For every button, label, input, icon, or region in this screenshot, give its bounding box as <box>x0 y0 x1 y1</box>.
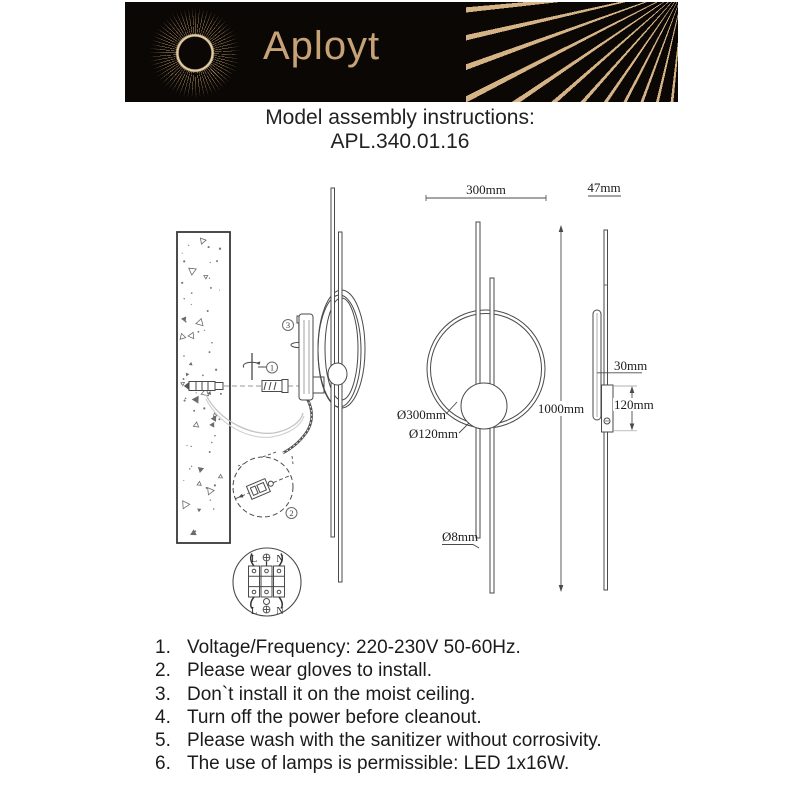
item-number: 6. <box>155 753 171 775</box>
dim-bracket-height: 120mm <box>614 397 654 412</box>
item-number: 4. <box>155 706 171 728</box>
item-text: Please wash with the sanitizer without corrosivity. <box>187 730 602 752</box>
rod-dia-leader <box>442 545 479 549</box>
brand-logotype: Aployt <box>263 24 381 68</box>
rod-short <box>490 278 494 593</box>
list-item <box>155 752 715 775</box>
item-text: The use of lamps is permissible: LED 1x16W. <box>187 753 570 775</box>
wire-label-top-L: L <box>250 554 258 565</box>
front-view <box>397 182 584 593</box>
instructions-list <box>155 636 715 776</box>
item-text: Turn off the power before cleanout. <box>187 706 482 728</box>
callout-2-label: 2 <box>289 508 294 518</box>
earth-ground-icon <box>263 554 270 561</box>
sphere-dia-leader <box>459 423 469 433</box>
callout-2 <box>286 508 297 519</box>
item-text: Voltage/Frequency: 220-230V 50-60Hz. <box>187 637 521 658</box>
callout-3-label: 3 <box>285 320 291 330</box>
earth-ground-icon <box>263 606 270 613</box>
connector-detail <box>233 457 293 517</box>
dim-rod-diameter: Ø8mm <box>442 529 479 544</box>
wiring-detail <box>233 548 301 617</box>
lamp-sphere-side <box>328 363 347 385</box>
technical-drawing <box>150 168 700 634</box>
lamp-sphere <box>461 383 507 429</box>
item-text: Don`t install it on the moist ceiling. <box>187 683 476 705</box>
wall-bracket <box>602 385 614 432</box>
dim-bracket-offset: 30mm <box>614 358 648 373</box>
callout-3 <box>283 320 294 331</box>
item-number: 2. <box>155 660 171 682</box>
list-item <box>155 636 715 659</box>
item-number: 5. <box>155 730 171 752</box>
terminal-block <box>249 566 285 597</box>
installation-diagram <box>177 188 365 617</box>
ray-fan-icon <box>466 2 678 102</box>
model-number: APL.340.01.16 <box>330 130 470 153</box>
item-number: 3. <box>155 683 171 705</box>
list-item <box>155 659 715 682</box>
dim-height: 1000mm <box>537 401 585 416</box>
side-view <box>587 180 653 590</box>
brand-banner <box>125 2 678 102</box>
wire-label-top-N: N <box>276 554 284 565</box>
list-item <box>155 706 715 729</box>
starburst-sun-icon <box>147 5 243 101</box>
item-number: 1. <box>155 637 171 658</box>
page-title: Model assembly instructions: <box>265 106 535 129</box>
mounting-screw <box>262 380 288 393</box>
dim-width: 300mm <box>466 182 506 197</box>
dim-depth: 47mm <box>587 180 621 195</box>
list-item <box>155 729 715 752</box>
screw-rotate-icon <box>243 353 260 380</box>
wall-anchor <box>184 382 223 391</box>
list-item <box>155 683 715 706</box>
title-block <box>0 106 800 154</box>
rod-long <box>476 222 480 538</box>
item-text: Please wear gloves to install. <box>187 660 433 682</box>
wire-label-bottom-L: L <box>250 606 258 617</box>
assembly-diagram-svg <box>150 168 700 634</box>
callout-1 <box>267 362 278 373</box>
dim-sphere-diameter: Ø120mm <box>408 426 458 441</box>
wire-label-bottom-N: N <box>276 606 284 617</box>
dim-ring-diameter: Ø300mm <box>396 407 446 422</box>
callout-1-label: 1 <box>269 362 275 373</box>
